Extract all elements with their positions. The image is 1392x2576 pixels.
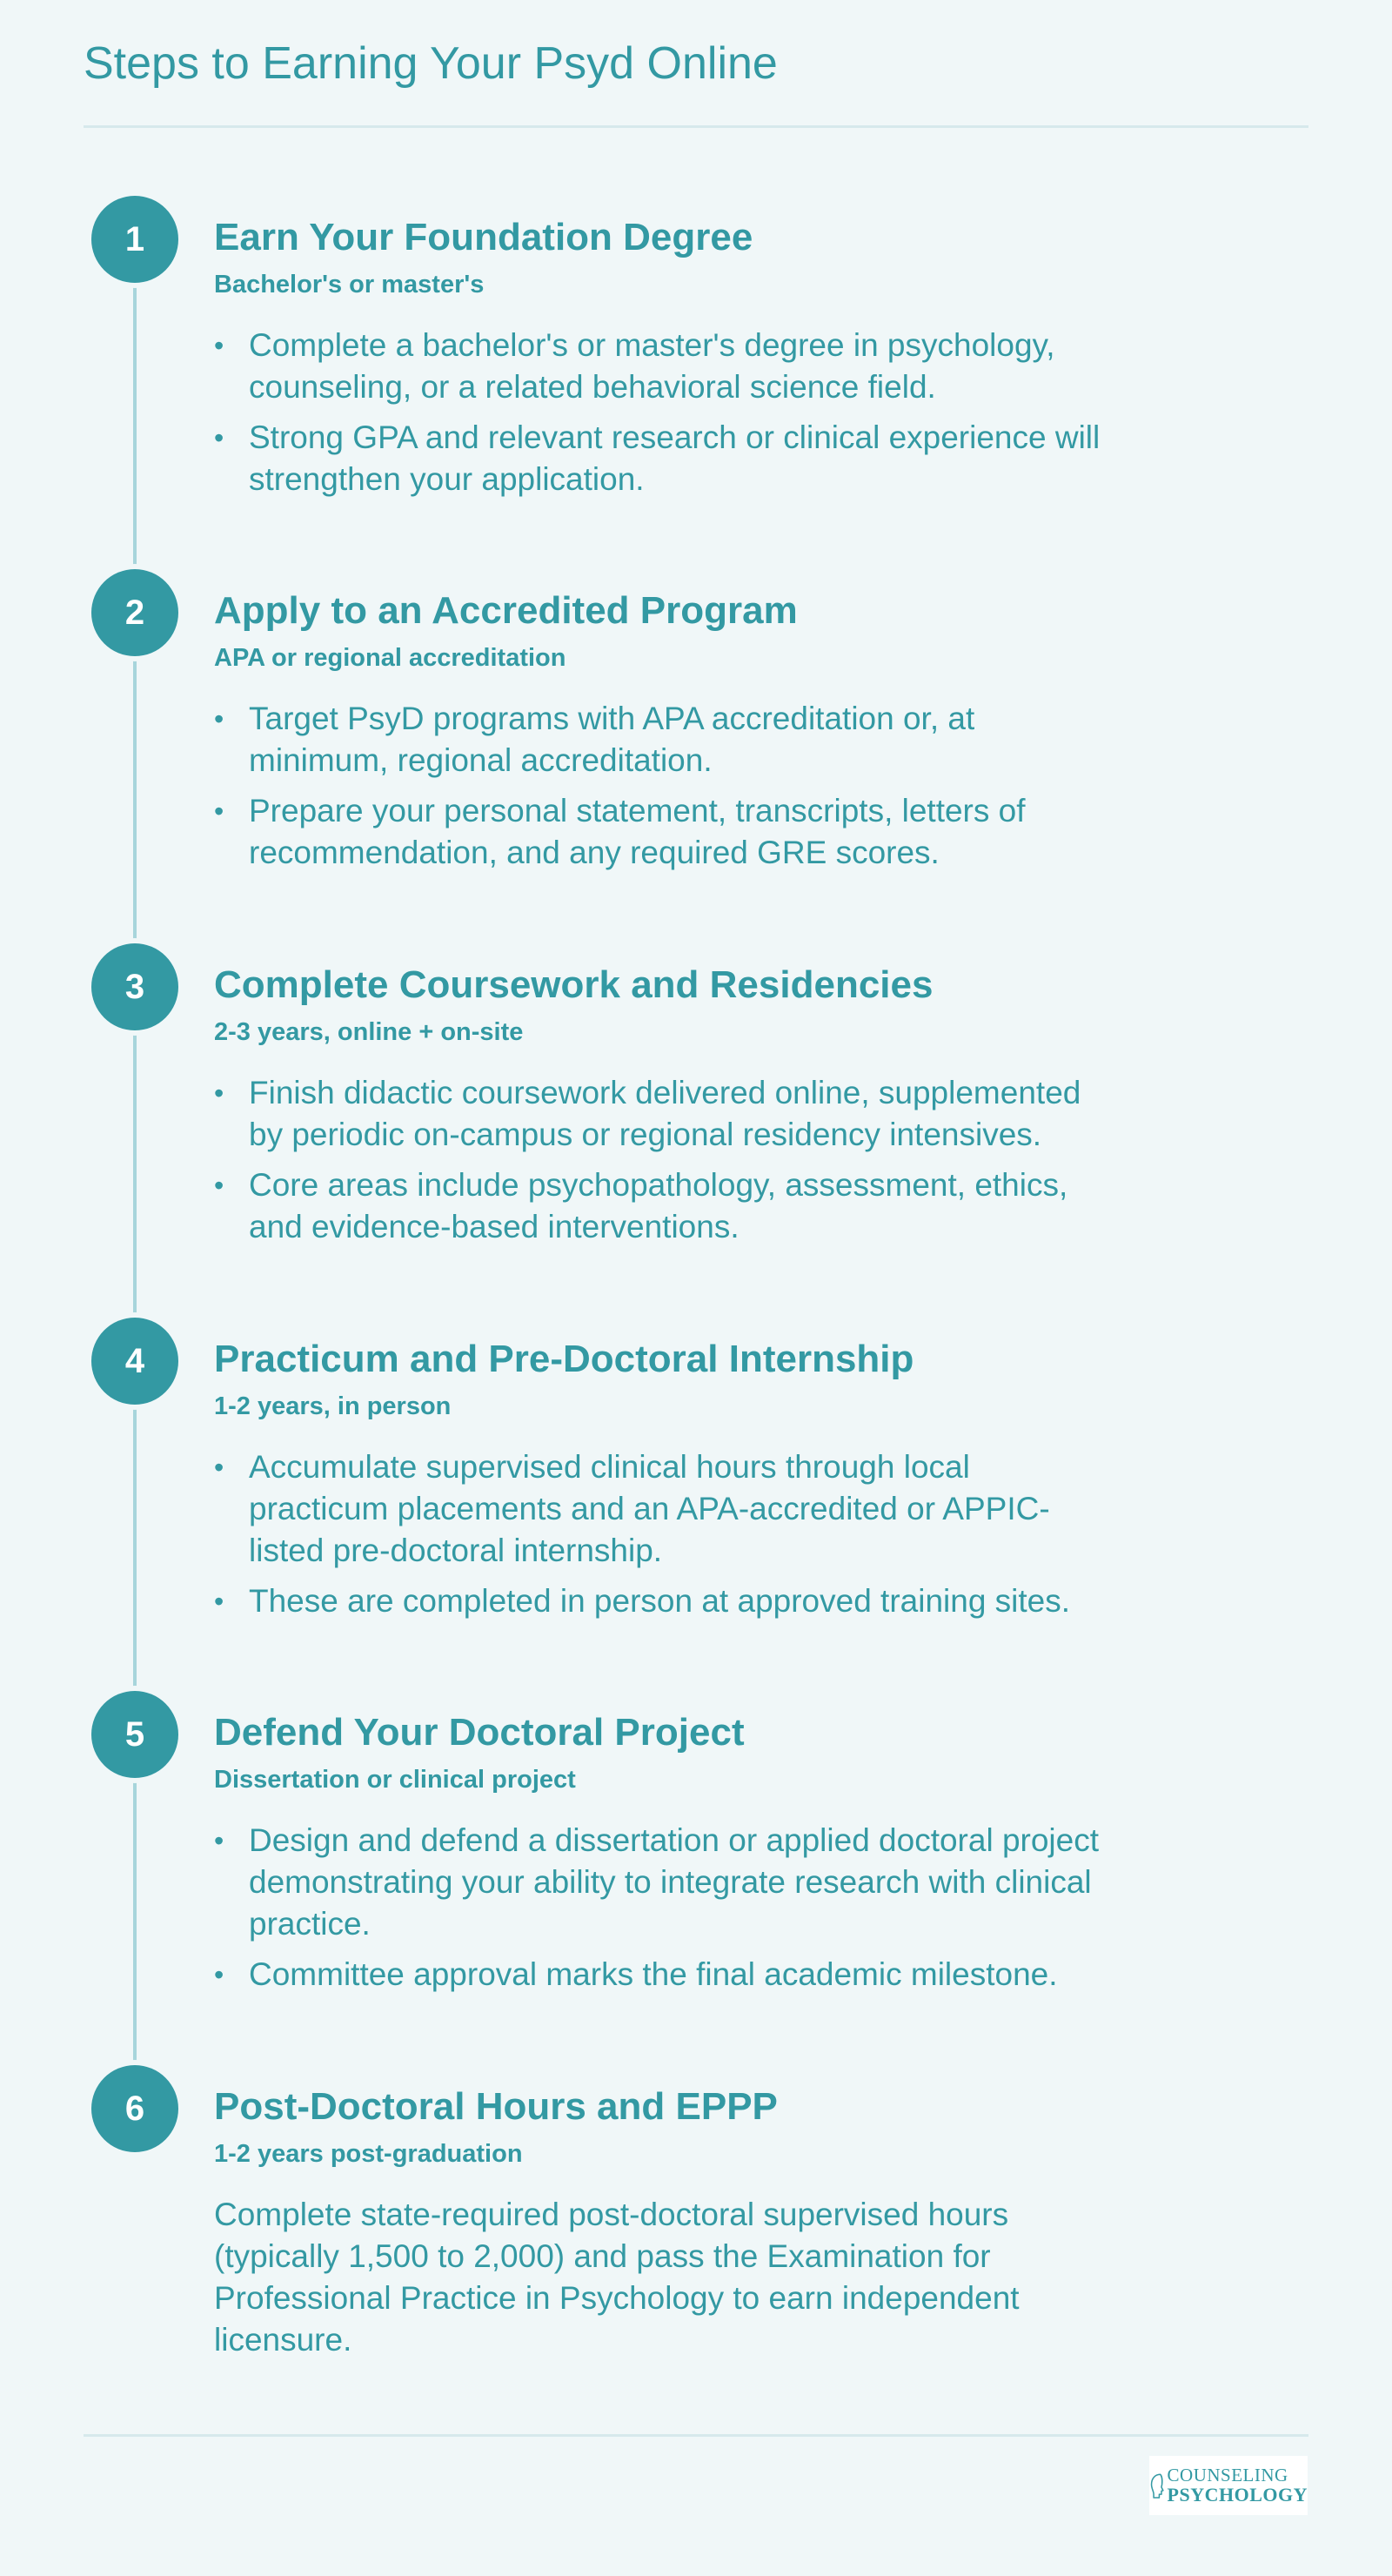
step-subtitle: APA or regional accreditation [214, 643, 566, 672]
list-item: • Committee approval marks the final academic milestone. [214, 1954, 1101, 1996]
step-subtitle: 1-2 years post-graduation [214, 2139, 523, 2168]
step-content [214, 588, 1101, 882]
page-title: Steps to Earning Your Psyd Online [84, 38, 778, 89]
header-divider [84, 125, 1308, 128]
step-content [214, 1337, 1101, 1631]
step-title: Practicum and Pre-Doctoral Internship [214, 1338, 914, 1380]
step-number-badge: 3 [91, 943, 178, 1030]
list-item: • Prepare your personal statement, transcripts, letters of recommendation, and any required GRE scores. [214, 790, 1101, 874]
step-subtitle: 2-3 years, online + on-site [214, 1017, 524, 1046]
step-bullet-list [214, 1820, 1101, 1996]
list-item: • Strong GPA and relevant research or clinical experience will strengthen your application. [214, 417, 1101, 500]
step-content [214, 963, 1101, 1257]
step-title: Defend Your Doctoral Project [214, 1711, 745, 1754]
step-bullet-list [214, 1446, 1101, 1622]
list-item: • Design and defend a dissertation or applied doctoral project demonstrating your ability to integrate research with clinical practice. [214, 1820, 1101, 1945]
step-number-badge: 5 [91, 1691, 178, 1778]
step-bullet-list [214, 1072, 1101, 1248]
head-profile-icon [1149, 2465, 1164, 2506]
footer-divider [84, 2434, 1308, 2437]
step-bullet-list [214, 325, 1101, 500]
step-title: Earn Your Foundation Degree [214, 216, 753, 258]
list-item: • Core areas include psychopathology, assessment, ethics, and evidence-based interventions. [214, 1164, 1101, 1248]
step-number-badge: 1 [91, 196, 178, 283]
step-subtitle: Bachelor's or master's [214, 270, 485, 299]
step-number-badge: 6 [91, 2065, 178, 2152]
counseling-psychology-logo [1149, 2456, 1308, 2515]
step-paragraph: Complete state-required post-doctoral supervised hours (typically 1,500 to 2,000) and pass the Examination for Professional Practice in Psychology to earn independent licensure. [214, 2196, 1020, 2358]
step-title: Post-Doctoral Hours and EPPP [214, 2085, 778, 2128]
step-subtitle: Dissertation or clinical project [214, 1765, 576, 1794]
list-item: • Accumulate supervised clinical hours through local practicum placements and an APA-accredited or APPIC-listed pre-doctoral internship. [214, 1446, 1101, 1572]
logo-line-1: COUNSELING [1167, 2465, 1288, 2486]
step-content [214, 1710, 1101, 2004]
step-bullet-list [214, 698, 1101, 874]
step-subtitle: 1-2 years, in person [214, 1392, 452, 1420]
list-item: • These are completed in person at approved training sites. [214, 1580, 1101, 1622]
step-content [214, 2084, 1101, 2361]
list-item: • Finish didactic coursework delivered online, supplemented by periodic on-campus or regional residency intensives. [214, 1072, 1101, 1156]
timeline-line [133, 244, 137, 2115]
step-title: Complete Coursework and Residencies [214, 963, 934, 1006]
list-item: • Target PsyD programs with APA accreditation or, at minimum, regional accreditation. [214, 698, 1101, 782]
step-title: Apply to an Accredited Program [214, 589, 798, 632]
logo-line-2: PSYCHOLOGY [1167, 2484, 1308, 2506]
list-item: • Complete a bachelor's or master's degree in psychology, counseling, or a related behavioral science field. [214, 325, 1101, 408]
step-number-badge: 4 [91, 1318, 178, 1405]
step-content [214, 215, 1101, 509]
logo-wordmark [1168, 2465, 1308, 2505]
step-number-badge: 2 [91, 569, 178, 656]
